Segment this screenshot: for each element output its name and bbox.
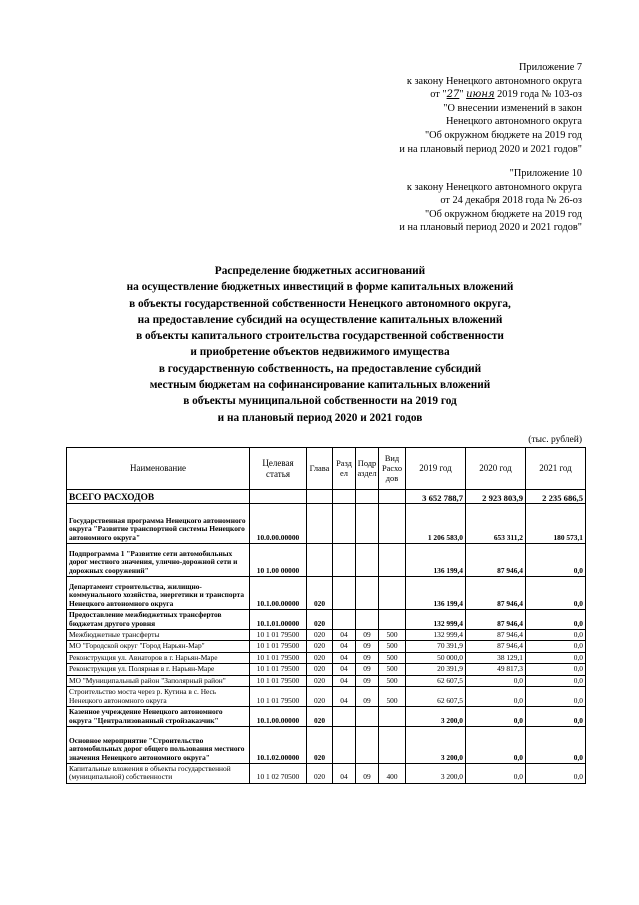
- cell-chapter: [307, 544, 333, 577]
- cell-target-article: 10.1.02.00000: [250, 727, 307, 764]
- table-total-row: [67, 490, 586, 504]
- cell-2019: 136 199,4: [406, 577, 466, 610]
- date-suffix: 2019 года № 103-оз: [494, 89, 582, 101]
- units-label: (тыс. рублей): [528, 435, 582, 445]
- cell-name: Реконструкция ул. Авиаторов в г. Нарьян-Маре: [67, 652, 250, 663]
- cell-subsection: 09: [356, 630, 379, 641]
- cell-subsection: 09: [356, 652, 379, 663]
- cell-expense-type: [379, 490, 406, 504]
- cell-subsection: [356, 707, 379, 727]
- cell-subsection: [356, 544, 379, 577]
- table-header-row: [67, 448, 586, 490]
- cell-2019: 3 652 788,7: [406, 490, 466, 504]
- cell-name: МО "Городской округ "Город Нарьян-Мар": [67, 641, 250, 652]
- table-row: [67, 630, 586, 641]
- header-2019: 2019 год: [406, 448, 466, 490]
- cell-2019: 3 200,0: [406, 707, 466, 727]
- cell-expense-type: 500: [379, 652, 406, 663]
- cell-section: [333, 490, 356, 504]
- cell-subsection: 09: [356, 641, 379, 652]
- cell-section: 04: [333, 764, 356, 784]
- table-row: [67, 641, 586, 652]
- cell-2019: 70 391,9: [406, 641, 466, 652]
- cell-name: Государственная программа Ненецкого автономного округа "Развитие транспортной системы Ненецкого автономного округа": [67, 504, 250, 544]
- cell-2019: 1 206 583,0: [406, 504, 466, 544]
- cell-2019: 20 391,9: [406, 664, 466, 675]
- header-2020: 2020 год: [466, 448, 526, 490]
- cell-name: Казенное учреждение Ненецкого автономного округа "Централизованный стройзаказчик": [67, 707, 250, 727]
- title-line: в объекты муниципальной собственности на 2019 год: [183, 395, 457, 408]
- cell-target-article: 10 1 01 79500: [250, 630, 307, 641]
- cell-2020: 0,0: [466, 687, 526, 707]
- table-row: [67, 544, 586, 577]
- appendix-7-line-4: "О внесении изменений в закон: [443, 102, 582, 114]
- cell-2019: 132 999,4: [406, 610, 466, 630]
- cell-name: Межбюджетные трансферты: [67, 630, 250, 641]
- title-line: на предоставление субсидий на осуществление капитальных вложений: [137, 313, 503, 326]
- cell-name: Департамент строительства, жилищно-коммунального хозяйства, энергетики и транспорта Ненецкого автономного округа: [67, 577, 250, 610]
- cell-2020: 0,0: [466, 727, 526, 764]
- cell-2021: 0,0: [526, 707, 586, 727]
- cell-expense-type: 400: [379, 764, 406, 784]
- cell-subsection: [356, 577, 379, 610]
- cell-subsection: [356, 727, 379, 764]
- handwritten-day: 27: [446, 89, 460, 101]
- cell-section: 04: [333, 664, 356, 675]
- table-row: [67, 727, 586, 764]
- cell-expense-type: 500: [379, 630, 406, 641]
- cell-subsection: 09: [356, 687, 379, 707]
- title-line: и приобретение объектов недвижимого имущества: [190, 346, 450, 359]
- cell-2019: 136 199,4: [406, 544, 466, 577]
- cell-section: [333, 610, 356, 630]
- appendix-7-header: [399, 61, 582, 156]
- appendix-10-header: [399, 167, 582, 235]
- cell-2021: 0,0: [526, 652, 586, 663]
- cell-target-article: 10 1 01 79500: [250, 652, 307, 663]
- budget-table: [66, 447, 586, 784]
- document-title: [40, 263, 600, 426]
- cell-target-article: 10.1.01.00000: [250, 610, 307, 630]
- cell-2021: 0,0: [526, 675, 586, 686]
- cell-subsection: [356, 504, 379, 544]
- date-prefix: от ": [430, 89, 447, 101]
- cell-section: 04: [333, 641, 356, 652]
- table-row: [67, 610, 586, 630]
- cell-chapter: [307, 490, 333, 504]
- cell-section: [333, 727, 356, 764]
- cell-2021: 0,0: [526, 610, 586, 630]
- cell-subsection: 09: [356, 764, 379, 784]
- cell-section: [333, 707, 356, 727]
- cell-name: ВСЕГО РАСХОДОВ: [67, 490, 250, 504]
- table-row: [67, 577, 586, 610]
- header-chapter: Глава: [307, 448, 333, 490]
- cell-target-article: 10 1 02 70500: [250, 764, 307, 784]
- cell-chapter: 020: [307, 652, 333, 663]
- title-line: на осуществление бюджетных инвестиций в форме капитальных вложений: [126, 281, 514, 294]
- cell-chapter: 020: [307, 664, 333, 675]
- appendix-10-line-4: "Об окружном бюджете на 2019 год: [424, 208, 582, 220]
- header-subsection: Подр аздел: [356, 448, 379, 490]
- cell-chapter: [307, 504, 333, 544]
- cell-target-article: 10 1 01 79500: [250, 675, 307, 686]
- cell-chapter: 020: [307, 764, 333, 784]
- cell-target-article: 10 1 01 79500: [250, 687, 307, 707]
- appendix-10-line-5: и на плановый период 2020 и 2021 годов": [399, 222, 582, 234]
- cell-2021: 0,0: [526, 664, 586, 675]
- appendix-7-line-3: [399, 88, 582, 102]
- cell-2021: 180 573,1: [526, 504, 586, 544]
- cell-name: Подпрограмма 1 "Развитие сети автомобильных дорог местного значения, улично-дорожной сети и дорожных сооружений": [67, 544, 250, 577]
- cell-expense-type: [379, 707, 406, 727]
- cell-2021: 2 235 686,5: [526, 490, 586, 504]
- cell-target-article: [250, 490, 307, 504]
- cell-section: [333, 504, 356, 544]
- appendix-10-line-1: "Приложение 10: [509, 168, 582, 179]
- cell-2020: 49 817,3: [466, 664, 526, 675]
- cell-section: 04: [333, 652, 356, 663]
- cell-target-article: 10 1 01 79500: [250, 641, 307, 652]
- cell-2020: 38 129,1: [466, 652, 526, 663]
- cell-expense-type: 500: [379, 675, 406, 686]
- cell-section: [333, 577, 356, 610]
- table-row: [67, 675, 586, 686]
- cell-chapter: 020: [307, 610, 333, 630]
- cell-2019: 3 200,0: [406, 727, 466, 764]
- cell-expense-type: 500: [379, 664, 406, 675]
- header-2021: 2021 год: [526, 448, 586, 490]
- header-expense-type: Вид Расхо дов: [379, 448, 406, 490]
- cell-2019: 132 999,4: [406, 630, 466, 641]
- cell-2021: 0,0: [526, 544, 586, 577]
- appendix-7-line-1: Приложение 7: [519, 62, 582, 73]
- cell-2020: 87 946,4: [466, 544, 526, 577]
- cell-section: 04: [333, 687, 356, 707]
- title-line: местным бюджетам на софинансирование капитальных вложений: [149, 379, 491, 392]
- cell-expense-type: [379, 727, 406, 764]
- cell-2019: 62 607,5: [406, 675, 466, 686]
- table-row: [67, 504, 586, 544]
- cell-2019: 50 000,0: [406, 652, 466, 663]
- cell-subsection: 09: [356, 675, 379, 686]
- cell-chapter: 020: [307, 641, 333, 652]
- cell-target-article: 10.1.00.00000: [250, 707, 307, 727]
- cell-subsection: [356, 490, 379, 504]
- cell-expense-type: [379, 577, 406, 610]
- table-row: [67, 664, 586, 675]
- cell-chapter: 020: [307, 577, 333, 610]
- table-row: [67, 707, 586, 727]
- title-line: Распределение бюджетных ассигнований: [214, 265, 426, 277]
- appendix-10-line-2: к закону Ненецкого автономного округа: [406, 181, 582, 193]
- cell-2020: 2 923 803,9: [466, 490, 526, 504]
- appendix-7-line-5: Ненецкого автономного округа: [445, 116, 582, 128]
- cell-2020: 87 946,4: [466, 610, 526, 630]
- title-line: и на плановый период 2020 и 2021 годов: [217, 411, 423, 424]
- header-section: Разд ел: [333, 448, 356, 490]
- cell-target-article: 10 1 01 79500: [250, 664, 307, 675]
- cell-2020: 87 946,4: [466, 630, 526, 641]
- appendix-7-line-6: "Об окружном бюджете на 2019 год: [424, 129, 582, 141]
- cell-name: Реконструкция ул. Полярная в г. Нарьян-Маре: [67, 664, 250, 675]
- cell-chapter: 020: [307, 727, 333, 764]
- cell-target-article: 10 1.00 00000: [250, 544, 307, 577]
- header-name: Наименование: [67, 448, 250, 490]
- cell-expense-type: 500: [379, 641, 406, 652]
- date-mid: ": [459, 89, 467, 101]
- cell-2021: 0,0: [526, 641, 586, 652]
- cell-2020: 0,0: [466, 675, 526, 686]
- title-line: в государственную собственность, на предоставление субсидий: [158, 362, 482, 375]
- title-line: в объекты капитального строительства государственной собственности: [136, 330, 504, 343]
- handwritten-month: июня: [466, 89, 495, 101]
- appendix-10-line-3: от 24 декабря 2018 года № 26-оз: [440, 195, 582, 207]
- cell-chapter: 020: [307, 687, 333, 707]
- cell-name: Основное мероприятие "Строительство автомобильных дорог общего пользования местного значения Ненецкого автономного округа": [67, 727, 250, 764]
- table-row: [67, 687, 586, 707]
- cell-target-article: 10.1.00.00000: [250, 577, 307, 610]
- cell-2020: 87 946,4: [466, 577, 526, 610]
- cell-chapter: 020: [307, 707, 333, 727]
- title-line: в объекты государственной собственности Ненецкого автономного округа,: [129, 297, 511, 310]
- cell-section: 04: [333, 675, 356, 686]
- cell-chapter: 020: [307, 630, 333, 641]
- cell-2021: 0,0: [526, 727, 586, 764]
- cell-2021: 0,0: [526, 764, 586, 784]
- cell-subsection: [356, 610, 379, 630]
- appendix-7-line-2: к закону Ненецкого автономного округа: [406, 75, 582, 87]
- appendix-7-line-7: и на плановый период 2020 и 2021 годов": [399, 143, 582, 155]
- cell-target-article: 10.0.00.00000: [250, 504, 307, 544]
- cell-2021: 0,0: [526, 577, 586, 610]
- cell-2019: 3 200,0: [406, 764, 466, 784]
- cell-name: Предоставление межбюджетных трансфертов бюджетам другого уровня: [67, 610, 250, 630]
- cell-2021: 0,0: [526, 630, 586, 641]
- cell-expense-type: 500: [379, 687, 406, 707]
- cell-name: Строительство моста через р. Кутина в с. Несь Ненецкого автономного округа: [67, 687, 250, 707]
- cell-expense-type: [379, 610, 406, 630]
- cell-2020: 87 946,4: [466, 641, 526, 652]
- cell-2020: 653 311,2: [466, 504, 526, 544]
- cell-expense-type: [379, 504, 406, 544]
- cell-chapter: 020: [307, 675, 333, 686]
- cell-section: 04: [333, 630, 356, 641]
- cell-name: МО "Муниципальный район "Заполярный район": [67, 675, 250, 686]
- table-row: [67, 764, 586, 784]
- table-row: [67, 652, 586, 663]
- cell-2019: 62 607,5: [406, 687, 466, 707]
- cell-2020: 0,0: [466, 707, 526, 727]
- cell-section: [333, 544, 356, 577]
- cell-subsection: 09: [356, 664, 379, 675]
- header-target-article: Целевая статья: [250, 448, 307, 490]
- cell-name: Капитальные вложения в объекты государственной (муниципальной) собственности: [67, 764, 250, 784]
- cell-expense-type: [379, 544, 406, 577]
- cell-2020: 0,0: [466, 764, 526, 784]
- cell-2021: 0,0: [526, 687, 586, 707]
